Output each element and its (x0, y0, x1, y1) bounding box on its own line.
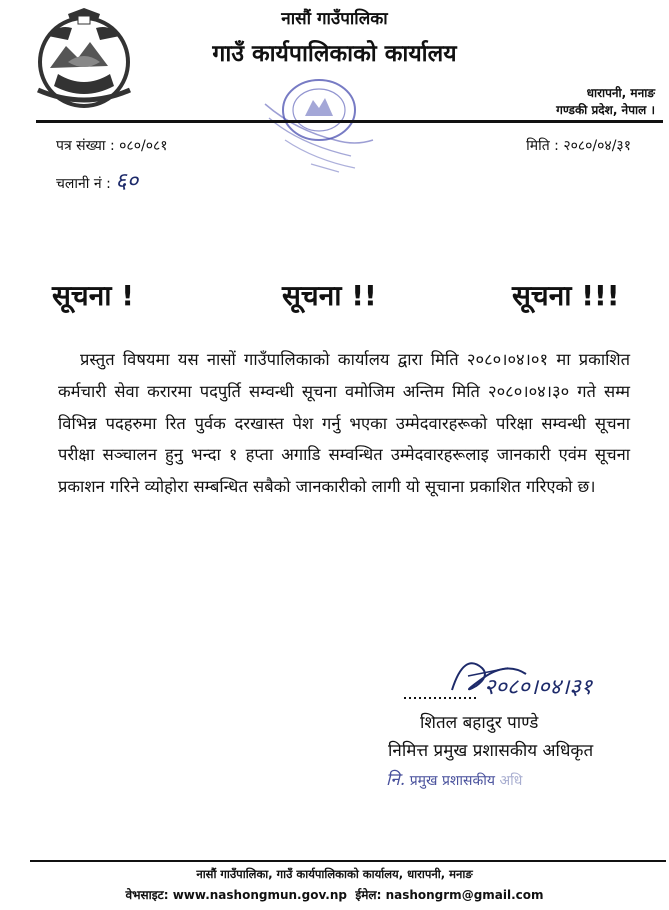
signatory-name: शितल बहादुर पाण्डे (420, 713, 539, 733)
letter-number-label: पत्र संख्या : (56, 138, 115, 154)
letter-number-value: ०८०/०८१ (119, 138, 168, 154)
dispatch-number-label: चलानी नं : (56, 176, 111, 192)
date-label: मिति : (526, 138, 559, 154)
website-label: वेभसाइट: (125, 888, 169, 902)
footer-address: नासौं गाउँपालिका, गाउँ कार्यपालिकाको कार्यालय, धारापनी, मनाङ (196, 867, 473, 881)
stamp-text: प्रमुख प्रशासकीय (409, 773, 496, 789)
signature-scribble (398, 646, 638, 710)
header-divider (36, 120, 663, 123)
dispatch-number-value: ६० (115, 169, 139, 194)
footer-divider (30, 860, 666, 862)
office-name: गाउँ कार्यपालिकाको कार्यालय (212, 41, 457, 67)
address-line-2: गण्डकी प्रदेश, नेपाल । (556, 103, 655, 117)
signature-date: २०८०।०४।३१ (484, 675, 593, 700)
letter-number (56, 136, 168, 155)
notice-heading-3: सूचना !!! (512, 279, 620, 312)
dispatch-number (56, 165, 138, 195)
notice-heading-1: सूचना ! (52, 279, 135, 312)
footer-contacts (0, 886, 669, 903)
website-link[interactable]: www.nashongmun.gov.np (172, 888, 347, 902)
date-value: २०८०/०४/३१ (563, 138, 631, 154)
notice-heading-2: सूचना !! (282, 279, 377, 312)
stamp-faded-text: अधि (499, 773, 523, 789)
letter-date (526, 136, 631, 155)
signatory-title: निमित्त प्रमुख प्रशासकीय अधिकृत (388, 741, 594, 761)
municipality-name: नासौं गाउँपालिका (281, 9, 388, 29)
signatory-stamp (386, 767, 522, 790)
address-line-1: धारापनी, मनाङ (586, 86, 655, 100)
notice-body (58, 344, 630, 503)
email-link[interactable]: nashongrm@gmail.com (385, 888, 544, 902)
stamp-prefix: नि. (386, 770, 406, 790)
notice-body-text: प्रस्तुत विषयमा यस नासों गाउँपालिकाको कार्यालय द्वारा मिति २०८०।०४।०१ मा प्रकाशित कर्मचारी सेवा करारमा पदपुर्ति सम्वन्धी सूचना वमोजिम अन्तिम मिति २०८०।०४।३० गते सम्म विभिन्न पदहरुमा रित पुर्वक दरखास्त पेश गर्नु भएका उम्मेदवारहरूको परिक्षा सम्वन्धी सूचना परीक्षा सञ्चालन हुनु भन्दा १ हप्ता अगाडि सम्वन्धित उम्मेदवारहरूलाइ जानकारी एवंम सूचना प्रकाशन गरिने व्योहोरा सम्बन्धित सबैको जानकारीको लागी यो सूचाना प्रकाशित गरिएको छ। (58, 350, 630, 497)
email-label: ईमेल: (355, 888, 382, 902)
